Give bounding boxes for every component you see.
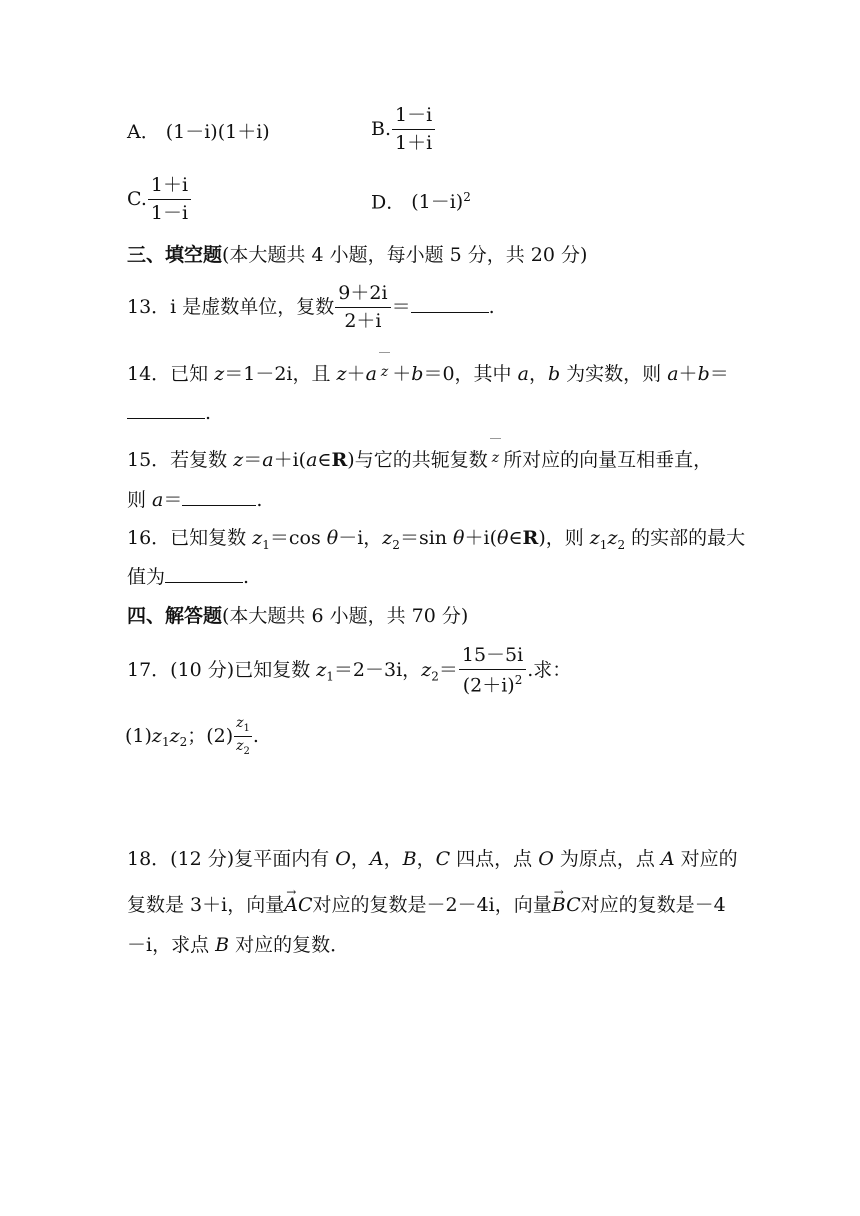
option-c-numerator: 1＋i	[148, 176, 191, 200]
option-d-label: D．	[371, 191, 406, 214]
question-18-line-2	[127, 896, 726, 915]
q17-part1-z1: z	[151, 724, 162, 747]
option-d	[371, 191, 471, 212]
q18-text-7: 对应的复数是－4	[580, 894, 726, 916]
q16-text-9: 值为	[127, 566, 166, 588]
q18-point-a-2: A	[660, 848, 675, 870]
q16-theta-3: θ	[497, 527, 509, 549]
section-3-title: 三、填空题	[127, 244, 223, 266]
q17-sub-1: 1	[326, 669, 334, 684]
q18-comma-3: ，	[416, 848, 436, 870]
question-15	[127, 451, 712, 470]
q15-text-3: ＋i(	[273, 449, 307, 471]
q18-point-b: B	[402, 848, 417, 870]
q18-point-o-2: O	[538, 848, 554, 870]
q18-comma-1: ，	[350, 848, 370, 870]
q15-var-z: z	[233, 449, 244, 471]
q16-end: .	[243, 566, 250, 588]
q17-var-z2: z	[421, 659, 432, 682]
q17-text-1: 17．(10 分)已知复数	[127, 659, 317, 682]
q18-point-c: C	[435, 848, 451, 870]
q14-text-9: ＝	[709, 363, 729, 385]
q17-text-3: ＝	[438, 659, 458, 682]
option-a-expr: (1－i)(1＋i)	[165, 121, 270, 143]
q17-denominator-base: (2＋i)	[462, 674, 515, 697]
q18-vector-ac: → AC	[284, 896, 312, 915]
q14-text-3: ＋	[346, 363, 366, 385]
q14-var-b: b	[411, 363, 424, 385]
q17-part2-den-z: z	[236, 737, 244, 754]
q16-var-z1-b: z	[589, 527, 600, 549]
q17-part2-fraction	[234, 716, 252, 757]
q17-part2-denominator	[234, 737, 252, 757]
q17-part1-sub-1: 1	[161, 735, 170, 750]
question-18	[127, 850, 738, 869]
q16-sub-3: 1	[599, 537, 608, 552]
q16-text-6: ∈	[508, 527, 523, 549]
q14-text-6: ，	[528, 363, 548, 385]
q15-text-1: 15．若复数	[127, 449, 234, 471]
q17-part1-sub-2: 2	[179, 735, 188, 750]
q13-answer-blank	[411, 311, 489, 313]
option-b-denominator: 1＋i	[395, 132, 433, 154]
q17-part2-den-sub: 2	[243, 745, 250, 757]
option-b-numerator: 1－i	[392, 106, 435, 130]
q13-fraction	[335, 284, 390, 331]
q16-theta-2: θ	[453, 527, 465, 549]
q17-numerator: 15－5i	[459, 646, 526, 670]
q13-denominator: 2＋i	[344, 310, 382, 332]
q18-text-8: －i，求点	[127, 934, 216, 956]
q18-text-4: 对应的	[674, 848, 738, 870]
q16-text-8: 的实部的最大	[625, 527, 746, 549]
option-b-label: B.	[371, 118, 392, 140]
q14-text-4: ＋	[392, 363, 412, 385]
q15-var-a-3: a	[152, 489, 164, 511]
q15-text-5: )与它的共轭复数	[347, 449, 488, 471]
section-4-note: (本大题共 6 小题，共 70 分)	[222, 605, 469, 627]
q17-part-1-label: (1)	[125, 724, 152, 747]
q16-text-3: －i，	[338, 527, 383, 549]
q18-text-6: 对应的复数是－2－4i，向量	[312, 894, 552, 916]
q14-text-5: ＝0，其中	[423, 363, 518, 385]
option-d-exponent: 2	[463, 190, 471, 204]
option-a	[127, 123, 270, 142]
q16-answer-blank	[165, 581, 243, 583]
option-c-fraction	[148, 176, 191, 223]
q18-point-b-2: B	[215, 934, 230, 956]
q17-sub-2: 2	[431, 669, 439, 684]
q15-text-2: ＝	[243, 449, 263, 471]
q14-var-a-2: a	[517, 363, 529, 385]
q15-text-7: 则	[127, 489, 153, 511]
q16-var-z2: z	[382, 527, 393, 549]
q15-reals: R	[331, 449, 348, 471]
question-14	[127, 365, 729, 384]
section-4-title: 四、解答题	[127, 605, 223, 627]
question-17	[127, 646, 571, 695]
q15-var-a-2: a	[306, 449, 318, 471]
q14-text-2: ＝1－2i，且	[224, 363, 337, 385]
option-b-fraction	[392, 106, 435, 153]
q14-answer-blank	[127, 417, 205, 419]
q15-text-8: ＝	[163, 489, 183, 511]
q16-var-z2-b: z	[607, 527, 618, 549]
q14-var-b-3: b	[697, 363, 710, 385]
q16-sub-4: 2	[617, 537, 626, 552]
q17-denominator-exponent: 2	[514, 673, 523, 687]
q17-text-4: .求：	[527, 659, 572, 682]
q17-end: .	[252, 724, 259, 747]
q17-var-z1: z	[316, 659, 327, 682]
q16-text-5: ＋i(	[464, 527, 497, 549]
q16-text-2: ＝cos	[269, 527, 327, 549]
q18-text-3: 为原点，点	[553, 848, 661, 870]
q17-part2-numerator	[234, 716, 252, 737]
q16-reals: R	[522, 527, 539, 549]
section-3-note: (本大题共 4 小题，每小题 5 分，共 20 分)	[222, 244, 588, 266]
q13-equals: ＝	[391, 296, 411, 318]
q18-vector-bc: → BC	[552, 896, 581, 915]
option-a-label: A．	[127, 121, 160, 143]
q17-fraction	[459, 646, 526, 695]
q13-prefix: 13．i 是虚数单位，复数	[127, 296, 335, 318]
question-13	[127, 284, 495, 331]
option-d-expr: (1－i)	[411, 191, 464, 214]
q17-part-2-label: ；(2)	[187, 724, 234, 747]
q17-denominator	[459, 670, 526, 695]
q13-end: .	[488, 296, 495, 318]
section-3-heading	[127, 246, 587, 265]
section-4-heading	[127, 607, 468, 626]
q16-var-z1: z	[252, 527, 263, 549]
q16-sub-2: 2	[392, 537, 400, 552]
q17-part1-z2: z	[169, 724, 180, 747]
q16-theta: θ	[326, 527, 339, 549]
q17-part2-num-sub: 1	[243, 722, 250, 734]
question-16	[127, 529, 745, 551]
q18-text-9: 对应的复数．	[229, 934, 350, 956]
q15-text-6: 所对应的向量互相垂直，	[503, 449, 713, 471]
q18-text-5: 复数是 3＋i，向量	[127, 894, 285, 916]
q15-answer-blank	[182, 504, 256, 506]
q15-end: .	[256, 489, 263, 511]
q16-sub-1: 1	[262, 537, 270, 552]
q16-text-4: ＝sin	[399, 527, 454, 549]
option-c-label: C.	[127, 188, 147, 210]
q14-var-z: z	[214, 363, 225, 385]
question-15-line-2	[127, 491, 262, 510]
q16-text-7: )，则	[538, 527, 590, 549]
q14-var-z-2: z	[336, 363, 347, 385]
q14-var-b-2: b	[547, 363, 561, 385]
q17-part2-num-z: z	[236, 715, 244, 731]
q14-text-7: 为实数，则	[560, 363, 668, 385]
q18-comma-2: ，	[383, 848, 403, 870]
q18-text-1: 18．(12 分)复平面内有	[127, 848, 336, 870]
q14-var-a: a	[365, 363, 377, 385]
q18-point-a: A	[369, 848, 384, 870]
q14-end: .	[205, 402, 212, 424]
question-18-line-3	[127, 936, 349, 955]
q14-conjugate-z: z	[380, 364, 389, 380]
q16-text-1: 16．已知复数	[127, 527, 253, 549]
question-16-line-2	[127, 568, 249, 587]
question-14-line-2	[127, 404, 211, 423]
q17-text-2: ＝2－3i，	[333, 659, 422, 682]
q14-text-1: 14．已知	[127, 363, 215, 385]
option-b	[371, 106, 436, 153]
question-17-parts	[125, 716, 259, 757]
q13-numerator: 9＋2i	[335, 284, 390, 308]
option-c	[127, 176, 192, 223]
q14-var-a-3: a	[667, 363, 679, 385]
q18-text-2: 四点，点	[450, 848, 539, 870]
q15-text-4: ∈	[317, 449, 332, 471]
option-c-denominator: 1－i	[150, 202, 189, 224]
q15-var-a: a	[262, 449, 274, 471]
q18-point-o: O	[335, 848, 351, 870]
q14-text-8: ＋	[678, 363, 698, 385]
q15-conjugate-z: z	[491, 450, 500, 466]
